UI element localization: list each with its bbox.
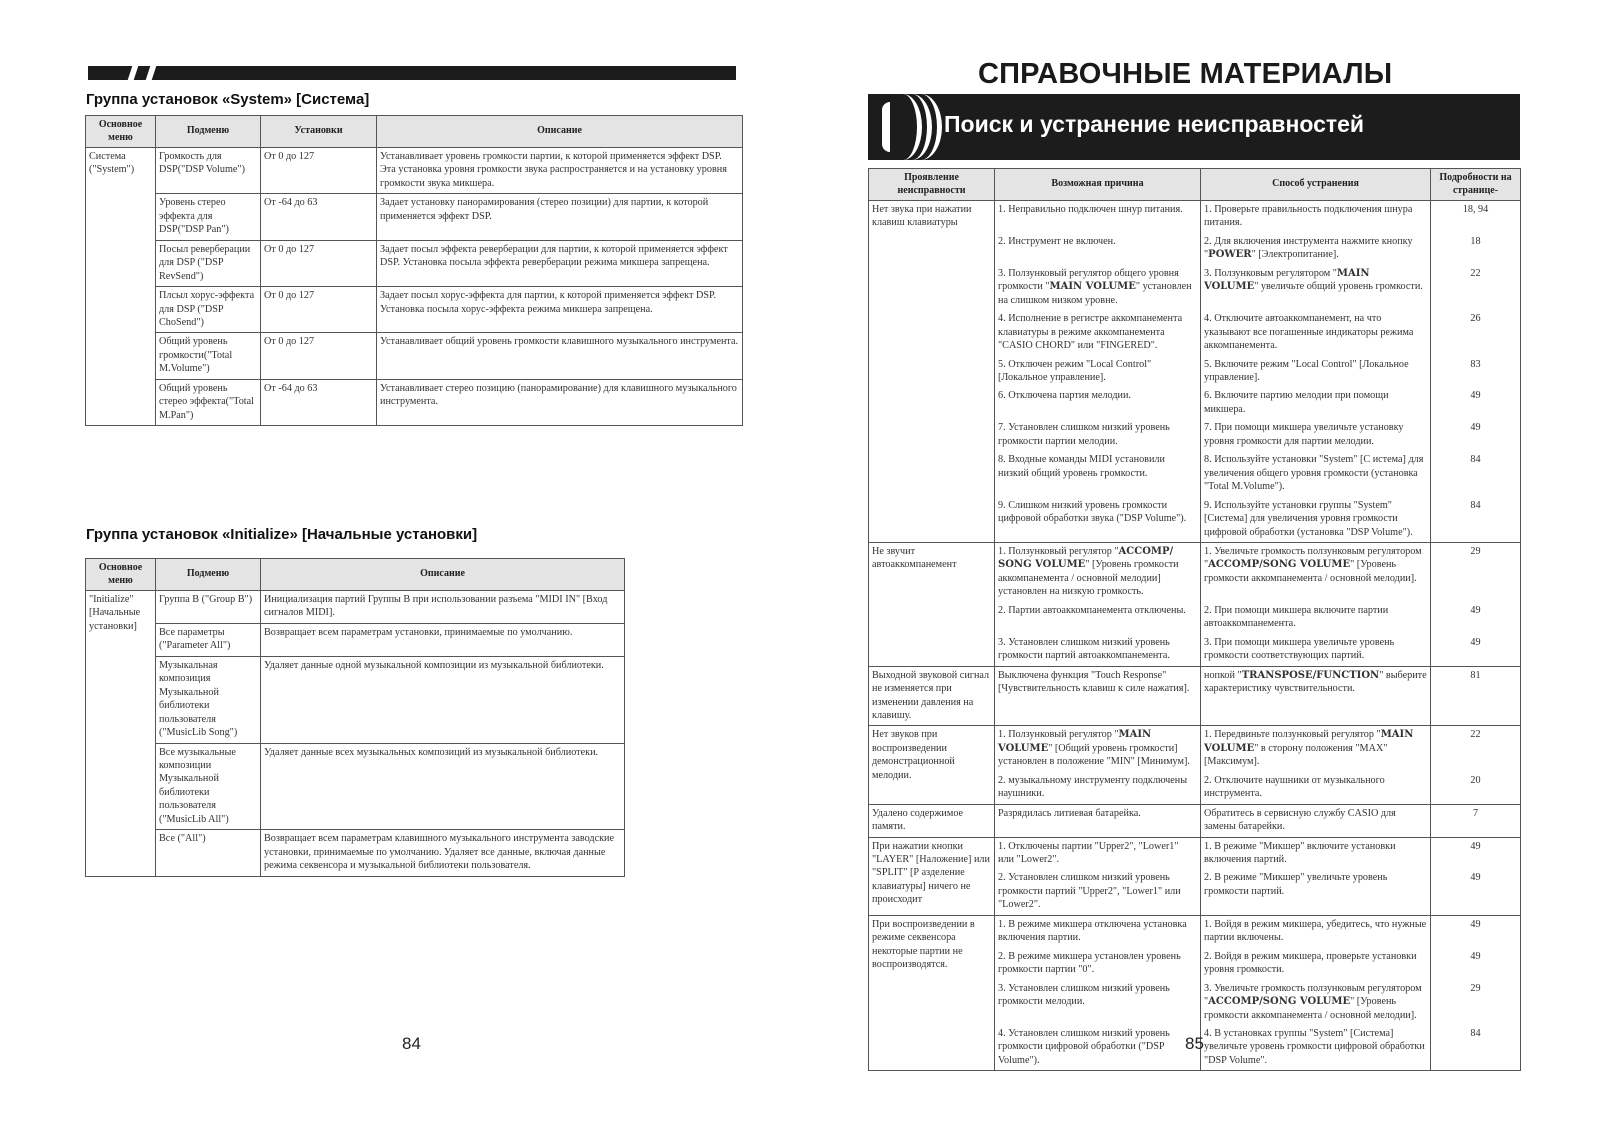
cause-cell: 2. музыкальному инструменту подключены наушники. bbox=[995, 772, 1201, 804]
fix-cell: 1. В режиме "Микшер" включите установки включения партий. bbox=[1201, 837, 1431, 869]
table-row bbox=[869, 666, 1521, 726]
submenu-cell: Группа B ("Group B") bbox=[156, 591, 261, 624]
fix-cell: 7. При помощи микшера увеличьте установку уровня громкости для партии мелодии. bbox=[1201, 419, 1431, 451]
page-ref-cell: 81 bbox=[1431, 666, 1521, 726]
submenu-cell: Общий уровень громкости("Total M.Volume") bbox=[156, 333, 261, 379]
cause-cell: 3. Установлен слишком низкий уровень громкости партий автоаккомпанемента. bbox=[995, 634, 1201, 666]
page-number: 85 bbox=[1185, 1034, 1204, 1053]
submenu-cell: Общий уровень стерео эффекта("Total M.Pan") bbox=[156, 379, 261, 425]
fix-cell bbox=[1201, 265, 1431, 310]
cause-cell: 1. В режиме микшера отключена установка включения партии. bbox=[995, 915, 1201, 947]
description-cell: Задает посыл эффекта реверберации для партии, к которой применяется эффект DSP. Установка посыла эффекта реверберации режима микшера запрещена. bbox=[377, 240, 743, 286]
fix-cell: 4. В установках группы "System" [Система] увеличьте уровень громкости цифровой обработки "DSP Volume". bbox=[1201, 1025, 1431, 1071]
setting-cell: От -64 до 63 bbox=[261, 194, 377, 240]
cause-cell-text: 1. Ползунковый регулятор " bbox=[998, 729, 1119, 741]
fix-cell: 1. Проверьте правильность подключения шнура питания. bbox=[1201, 201, 1431, 233]
button-name: ACCOMP/SONG VOLUME bbox=[1208, 996, 1351, 1008]
description-cell: Устанавливает общий уровень громкости клавишного музыкального инструмента. bbox=[377, 333, 743, 379]
cause-cell-text: 1. Ползунковый регулятор " bbox=[998, 545, 1119, 557]
table-row bbox=[869, 804, 1521, 837]
page-number: 84 bbox=[402, 1034, 421, 1053]
fix-cell-text: 1. Передвиньте ползунковый регулятор " bbox=[1204, 729, 1381, 741]
fix-cell bbox=[1201, 542, 1431, 601]
fix-cell: 3. При помощи микшера увеличьте уровень громкости соответствующих партий. bbox=[1201, 634, 1431, 666]
fix-cell bbox=[1201, 233, 1431, 265]
cause-cell: 6. Отключена партия мелодии. bbox=[995, 387, 1201, 419]
page-ref-cell: 49 bbox=[1431, 948, 1521, 980]
page-ref-cell: 20 bbox=[1431, 772, 1521, 804]
page-ref-cell: 84 bbox=[1431, 1025, 1521, 1071]
page-ref-cell: 49 bbox=[1431, 387, 1521, 419]
fix-cell: 9. Используйте установки группы "System" [Система] для увеличения уровня громкости цифровой обработки (установка "DSP Volume"). bbox=[1201, 497, 1431, 543]
section-title-system: Группа установок «System» [Система] bbox=[86, 91, 370, 108]
page-ref-cell: 29 bbox=[1431, 980, 1521, 1025]
col-header: Описание bbox=[377, 116, 743, 148]
description-cell: Задает установку панорамирования (стерео позиции) для партии, к которой применяется эффект DSP. bbox=[377, 194, 743, 240]
button-name: MAIN VOLUME bbox=[1204, 729, 1414, 754]
main-menu-cell: "Initialize" [Начальные установки] bbox=[86, 591, 156, 877]
fix-cell: 5. Включите режим "Local Control" [Локальное управление]. bbox=[1201, 356, 1431, 388]
submenu-cell: Все ("All") bbox=[156, 830, 261, 876]
table-row bbox=[869, 837, 1521, 869]
fix-cell-text: 1. Увеличьте громкость ползунковым регулятором " bbox=[1204, 545, 1422, 571]
fix-cell-text: " [Уровень громкости аккомпанемента / основной мелодии]. bbox=[1204, 996, 1417, 1021]
cause-cell-text: " [Уровень громкости аккомпанемента / основной мелодии] установлен на низкую громкость. bbox=[998, 559, 1179, 598]
page-ref-cell: 83 bbox=[1431, 356, 1521, 388]
col-header: Возможная причина bbox=[995, 169, 1201, 201]
button-name: POWER bbox=[1208, 249, 1252, 261]
symptom-cell: При нажатии кнопки "LAYER" [Наложение] или "SPLIT" [Р азделение клавиатуры] ничего не происходит bbox=[869, 837, 995, 915]
cause-cell bbox=[995, 542, 1201, 601]
submenu-cell: Громкость для DSP("DSP Volume") bbox=[156, 148, 261, 194]
col-header: Установки bbox=[261, 116, 377, 148]
fix-cell-text: " в сторону положения "MAX" [Максимум]. bbox=[1204, 742, 1388, 768]
page-ref-cell: 26 bbox=[1431, 310, 1521, 355]
description-cell: Удаляет данные всех музыкальных композиций из музыкальной библиотеки. bbox=[261, 743, 625, 830]
page-ref-cell: 84 bbox=[1431, 497, 1521, 543]
main-menu-cell: Система ("System") bbox=[86, 148, 156, 426]
cause-cell: 9. Слишком низкий уровень громкости цифровой обработки звука ("DSP Volume"). bbox=[995, 497, 1201, 543]
submenu-cell: Музыкальная композиция Музыкальной библиотеки пользователя ("MusicLib Song") bbox=[156, 656, 261, 743]
symptom-cell: Нет звуков при воспроизведении демонстрационной мелодии. bbox=[869, 726, 995, 804]
cause-cell: 5. Отключен режим "Local Control" [Локальное управление]. bbox=[995, 356, 1201, 388]
button-name: TRANSPOSE/FUNCTION bbox=[1241, 669, 1380, 681]
submenu-cell: Плсыл хорус-эффекта для DSP ("DSP ChoSend") bbox=[156, 287, 261, 333]
setting-cell: От 0 до 127 bbox=[261, 240, 377, 286]
fix-cell bbox=[1201, 666, 1431, 726]
button-name: MAIN VOLUME bbox=[998, 729, 1152, 754]
page-ref-cell: 49 bbox=[1431, 634, 1521, 666]
symptom-cell: Выходной звуковой сигнал не изменяется при изменении давления на клавишу. bbox=[869, 666, 995, 726]
fix-cell-text: 3. Увеличьте громкость ползунковым регулятором " bbox=[1204, 982, 1422, 1008]
symptom-cell: Нет звука при нажатии клавиш клавиатуры bbox=[869, 201, 995, 543]
submenu-cell: Все параметры ("Parameter All") bbox=[156, 623, 261, 656]
page-ref-cell: 22 bbox=[1431, 726, 1521, 772]
section-banner bbox=[868, 94, 1520, 160]
cause-cell: 1. Неправильно подключен шнур питания. bbox=[995, 201, 1201, 233]
description-cell: Возвращает всем параметрам клавишного музыкального инструмента заводские установки, принимаемые по умолчанию. Удаляет все данные, включая данные режима секвенсора и музыкальной библиотеки пользователя. bbox=[261, 830, 625, 876]
fix-cell: 2. Войдя в режим микшера, проверьте установки уровня громкости. bbox=[1201, 948, 1431, 980]
section-title-initialize: Группа установок «Initialize» [Начальные установки] bbox=[86, 526, 478, 543]
description-cell: Удаляет данные одной музыкальной композиции из музыкальной библиотеки. bbox=[261, 656, 625, 743]
button-name: ACCOMP/ SONG VOLUME bbox=[998, 545, 1174, 571]
fix-cell: 8. Используйте установки "System" [С истема] для увеличения общего уровня громкости (установка "Total M.Volume"). bbox=[1201, 451, 1431, 496]
col-header: Описание bbox=[261, 559, 625, 591]
cause-cell: 8. Входные команды MIDI установили низкий общий уровень громкости. bbox=[995, 451, 1201, 496]
submenu-cell: Все музыкальные композиции Музыкальной библиотеки пользователя ("MusicLib All") bbox=[156, 743, 261, 830]
description-cell: Возвращает всем параметрам установки, принимаемые по умолчанию. bbox=[261, 623, 625, 656]
fix-cell: 2. При помощи микшера включите партии автоаккомпанемента. bbox=[1201, 602, 1431, 634]
symptom-cell: При воспроизведении в режиме секвенсора некоторые партии не воспроизводятся. bbox=[869, 915, 995, 1071]
fix-cell: Обратитесь в сервисную службу CASIO для замены батарейки. bbox=[1201, 804, 1431, 837]
fix-cell-text: " [Уровень громкости аккомпанемента / основной мелодии]. bbox=[1204, 559, 1417, 584]
cause-cell bbox=[995, 265, 1201, 310]
col-header: Подменю bbox=[156, 559, 261, 591]
fix-cell: 4. Отключите автоаккомпанемент, на что указывают все погашенные индикаторы режима аккомпанемента. bbox=[1201, 310, 1431, 355]
col-header: Подробности на странице- bbox=[1431, 169, 1521, 201]
cause-cell: 2. Партии автоаккомпанемента отключены. bbox=[995, 602, 1201, 634]
fix-cell-text: " выберите характеристику чувствительности. bbox=[1204, 669, 1427, 695]
fix-cell bbox=[1201, 726, 1431, 772]
page-ref-cell: 49 bbox=[1431, 915, 1521, 947]
cause-cell: Разрядилась литиевая батарейка. bbox=[995, 804, 1201, 837]
page-ref-cell: 18 bbox=[1431, 233, 1521, 265]
chapter-title: СПРАВОЧНЫЕ МАТЕРИАЛЫ bbox=[978, 58, 1393, 90]
cause-cell: 2. Инструмент не включен. bbox=[995, 233, 1201, 265]
fix-cell-text: 2. Для включения инструмента нажмите кнопку " bbox=[1204, 235, 1413, 261]
cause-cell: 3. Установлен слишком низкий уровень громкости мелодии. bbox=[995, 980, 1201, 1025]
fix-cell: 2. Отключите наушники от музыкального инструмента. bbox=[1201, 772, 1431, 804]
description-cell: Устанавливает уровень громкости партии, к которой применяется эффект DSP. Эта установка уровня громкости звука распространяется и на установку уровня громкости звука микшера. bbox=[377, 148, 743, 194]
col-header: Проявление неисправности bbox=[869, 169, 995, 201]
cause-cell: 4. Установлен слишком низкий уровень громкости цифровой обработки ("DSP Volume"). bbox=[995, 1025, 1201, 1071]
page-ref-cell: 7 bbox=[1431, 804, 1521, 837]
page-ref-cell: 49 bbox=[1431, 602, 1521, 634]
table-row bbox=[869, 915, 1521, 947]
table-row bbox=[869, 726, 1521, 772]
fix-cell-text: " [Электропитание]. bbox=[1251, 249, 1339, 261]
cause-cell-text: 3. Ползунковый регулятор общего уровня громкости " bbox=[998, 267, 1179, 293]
cause-cell-text: " [Общий уровень громкости] установлен в положение "MIN" [Минимум]. bbox=[998, 742, 1190, 768]
cause-cell: 4. Исполнение в регистре аккомпанемента клавиатуры в режиме аккомпанемента "CASIO CHORD" или "FINGERED". bbox=[995, 310, 1201, 355]
submenu-cell: Уровень стерео эффекта для DSP("DSP Pan") bbox=[156, 194, 261, 240]
fix-cell: 2. В режиме "Микшер" увеличьте уровень громкости партий. bbox=[1201, 869, 1431, 915]
page-ref-cell: 49 bbox=[1431, 869, 1521, 915]
page-ref-cell: 18, 94 bbox=[1431, 201, 1521, 233]
cause-cell-text: " установлен на слишком низком уровне. bbox=[998, 281, 1192, 306]
col-header: Подменю bbox=[156, 116, 261, 148]
cause-cell: 7. Установлен слишком низкий уровень громкости партии мелодии. bbox=[995, 419, 1201, 451]
fix-cell bbox=[1201, 980, 1431, 1025]
setting-cell: От -64 до 63 bbox=[261, 379, 377, 425]
setting-cell: От 0 до 127 bbox=[261, 333, 377, 379]
cause-cell bbox=[995, 726, 1201, 772]
description-cell: Задает посыл хорус-эффекта для партии, к которой применяется эффект DSP. Установка посыла хорус-эффекта режима микшера запрещена. bbox=[377, 287, 743, 333]
col-header: Основное меню bbox=[86, 116, 156, 148]
symptom-cell: Не звучит автоаккомпанемент bbox=[869, 542, 995, 666]
col-header: Основное меню bbox=[86, 559, 156, 591]
page-ref-cell: 29 bbox=[1431, 542, 1521, 601]
button-name: MAIN VOLUME bbox=[1049, 281, 1136, 293]
page-ref-cell: 49 bbox=[1431, 419, 1521, 451]
fix-cell-text: 3. Ползунковым регулятором " bbox=[1204, 267, 1337, 279]
setting-cell: От 0 до 127 bbox=[261, 287, 377, 333]
page-ref-cell: 84 bbox=[1431, 451, 1521, 496]
symptom-cell: Удалено содержимое памяти. bbox=[869, 804, 995, 837]
cause-cell: 2. Установлен слишком низкий уровень громкости партий "Upper2", "Lower1" или "Lower2". bbox=[995, 869, 1201, 915]
button-name: MAIN VOLUME bbox=[1204, 267, 1370, 293]
page-ref-cell: 49 bbox=[1431, 837, 1521, 869]
page-ref-cell: 22 bbox=[1431, 265, 1521, 310]
cause-cell: 2. В режиме микшера установлен уровень громкости партии "0". bbox=[995, 948, 1201, 980]
table-row bbox=[869, 542, 1521, 601]
fix-cell: 1. Войдя в режим микшера, убедитесь, что нужные партии включены. bbox=[1201, 915, 1431, 947]
table-row bbox=[869, 201, 1521, 233]
setting-cell: От 0 до 127 bbox=[261, 148, 377, 194]
troubleshooting-table bbox=[868, 168, 1521, 1071]
submenu-cell: Посыл реверберации для DSP ("DSP RevSend") bbox=[156, 240, 261, 286]
cause-cell: 1. Отключены партии "Upper2", "Lower1" или "Lower2". bbox=[995, 837, 1201, 869]
fix-cell-text: нопкой " bbox=[1204, 669, 1242, 681]
banner-title: Поиск и устранение неисправностей bbox=[944, 111, 1365, 137]
fix-cell-text: " увеличьте общий уровень громкости. bbox=[1254, 281, 1423, 293]
button-name: ACCOMP/SONG VOLUME bbox=[1208, 559, 1351, 571]
description-cell: Устанавливает стерео позицию (панорамирование) для клавишного музыкального инструмента. bbox=[377, 379, 743, 425]
col-header: Способ устранения bbox=[1201, 169, 1431, 201]
fix-cell: 6. Включите партию мелодии при помощи микшера. bbox=[1201, 387, 1431, 419]
description-cell: Инициализация партий Группы B при использовании разъема "MIDI IN" [Вход сигналов MIDI]. bbox=[261, 591, 625, 624]
cause-cell: Выключена функция "Touch Response" [Чувствительность клавиш к силе нажатия]. bbox=[995, 666, 1201, 726]
